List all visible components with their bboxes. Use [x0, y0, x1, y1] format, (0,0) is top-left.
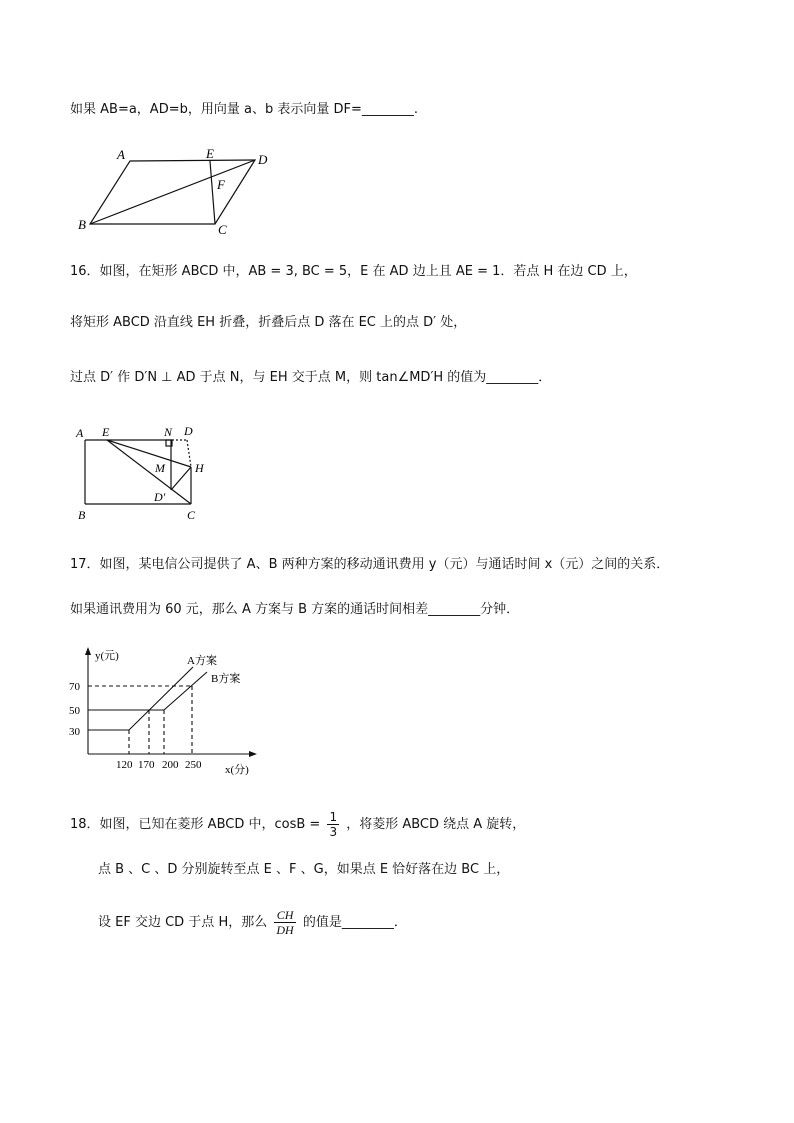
q16-line2: 将矩形 ABCD 沿直线 EH 折叠，折叠后点 D 落在 EC 上的点 D′ 处， [70, 315, 467, 330]
label-d: D [184, 424, 193, 438]
label-n: N [164, 425, 173, 439]
y-axis-label: y(元) [95, 650, 119, 662]
q18-line2: 点 B 、C 、D 分别旋转至点 E 、F 、G，如果点 E 恰好落在边 BC 上， [98, 862, 510, 877]
label-a: A [76, 426, 84, 440]
label-c: C [218, 222, 227, 237]
label-m: M [155, 461, 165, 475]
q18-line1-pre: 18．如图，已知在菱形 ABCD 中，cosB = [70, 817, 321, 832]
label-a: A [117, 147, 125, 162]
fraction-numerator-ch: CH [274, 908, 295, 923]
x-tick-200: 200 [162, 759, 179, 771]
q15-text: 如果 AB=a，AD=b，用向量 a、b 表示向量 DF=________. [70, 102, 418, 117]
fraction-denominator-dh: DH [276, 923, 294, 937]
x-axis-label: x(分) [225, 764, 249, 776]
q16-line1: 16．如图，在矩形 ABCD 中，AB = 3, BC = 5，E 在 AD 边上且 AE = 1．若点 H 在边 CD 上， [70, 264, 637, 279]
q18-line3-pre: 设 EF 交边 CD 于点 H，那么 [98, 915, 268, 930]
label-d-prime: D′ [154, 490, 166, 504]
fraction-one-third [327, 810, 339, 839]
x-tick-170: 170 [138, 759, 155, 771]
label-e: E [102, 425, 110, 439]
y-tick-50: 50 [69, 705, 80, 717]
q18-line3-post: 的值是________． [302, 915, 407, 930]
y-tick-30: 30 [69, 726, 80, 738]
label-b: B [78, 217, 86, 232]
fraction-denominator: 3 [329, 825, 338, 839]
label-d: D [258, 152, 268, 167]
label-e: E [206, 146, 214, 161]
x-tick-250: 250 [185, 759, 202, 771]
q17-line1: 17．如图，某电信公司提供了 A、B 两种方案的移动通讯费用 y（元）与通话时间 x（元）之间的关系． [70, 557, 670, 572]
label-f: F [217, 177, 225, 192]
label-b: B [78, 508, 86, 522]
y-tick-70: 70 [69, 681, 80, 693]
fraction-ch-dh [274, 908, 295, 937]
x-tick-120: 120 [116, 759, 133, 771]
q18-line1 [70, 810, 525, 839]
series-b-label: B方案 [211, 673, 241, 685]
q18-line3 [98, 908, 407, 937]
label-c: C [187, 508, 196, 522]
cost-graph-figure [65, 645, 265, 780]
rectangle-fold-figure [70, 420, 220, 525]
q18-line1-post: ，将菱形 ABCD 绕点 A 旋转， [346, 817, 526, 832]
q17-line2: 如果通讯费用为 60 元，那么 A 方案与 B 方案的通话时间相差________分钟． [70, 602, 520, 617]
q16-line3: 过点 D′ 作 D′N ⊥ AD 于点 N，与 EH 交于点 M，则 tan∠MD′H 的值为________． [70, 370, 552, 385]
series-a-label: A方案 [187, 655, 217, 667]
parallelogram-figure [70, 140, 300, 240]
fraction-numerator: 1 [329, 810, 338, 824]
label-h: H [195, 461, 204, 475]
